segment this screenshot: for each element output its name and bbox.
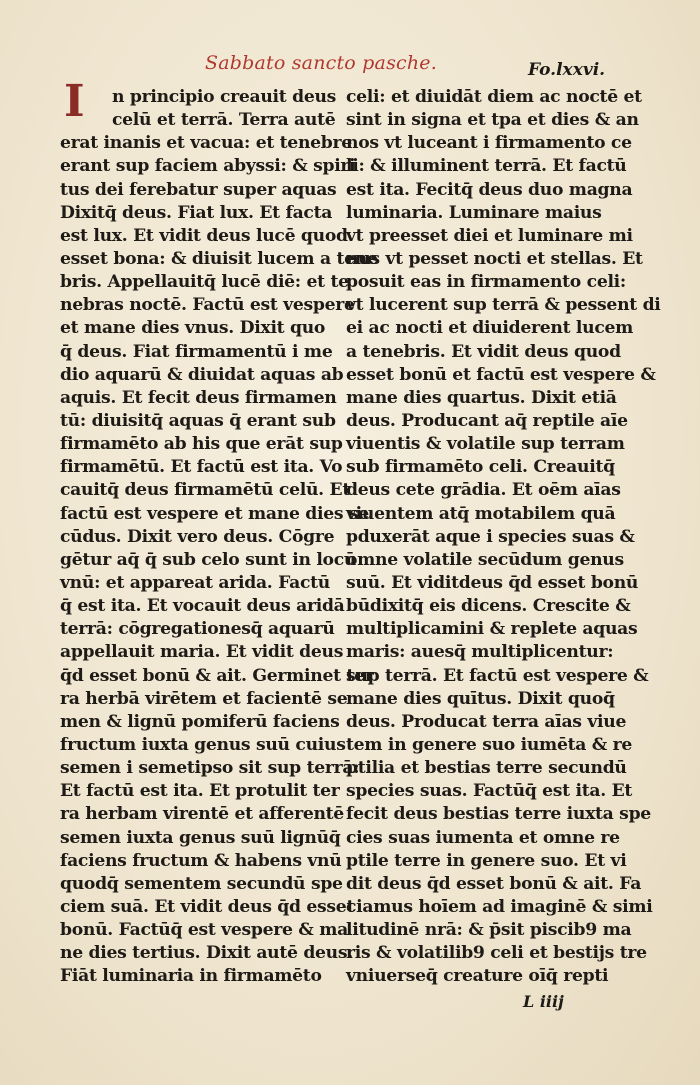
text-line: vnū: et appareat arida. Factū [60, 572, 330, 593]
text-line: tus dei ferebatur super aquas [60, 179, 337, 200]
text-line: ciem suā. Et vidit deus q̄d esset [60, 896, 355, 917]
text-line: n principio creauit deus [112, 87, 337, 107]
text-line: nebras noctē. Factū est vespere [60, 295, 355, 316]
text-line: fecit deus bestias terre iuxta spe [346, 804, 651, 825]
text-line: species suas. Factūq̄ est ita. Et [346, 781, 633, 802]
text-line: bris. Appellauitq̄ lucē diē: et te [60, 272, 349, 293]
text-line: nus vt pesset nocti et stellas. Et [346, 248, 643, 269]
text-line: vt preesset diei et luminare mi [346, 225, 633, 246]
text-line: li: & illuminent terrā. Et factū [346, 156, 627, 177]
text-line: firmamēto ab his que erāt sup [60, 434, 343, 455]
text-line: viuentis & volatile sup terram [346, 434, 625, 455]
text-line: ptile terre in genere suo. Et vi [346, 850, 627, 871]
text-line: ei ac nocti et diuiderent lucem [346, 318, 634, 339]
text-line: omne volatile secūdum genus [346, 549, 624, 570]
text-line: dio aquarū & diuidat aquas ab [60, 364, 344, 385]
text-line: ne dies tertius. Dixit autē deus. [60, 943, 353, 964]
text-line: deus. Producant aq̄ reptile aīe [346, 410, 628, 431]
text-line: ra herbam virentē et afferentē [60, 804, 344, 825]
text-line: cies suas iumenta et omne re [346, 827, 620, 848]
text-line: quodq̄ sementem secundū spe [60, 873, 343, 894]
text-line: gētur aq̄ q̄ sub celo sunt in locū [60, 549, 357, 570]
text-line: celi: et diuidāt diem ac noctē et [346, 87, 642, 107]
text-line: factū est vespere et mane dies se [60, 503, 369, 524]
text-line: q̄ est ita. Et vocauit deus aridā [60, 596, 345, 617]
text-line: tem in genere suo iumēta & re [346, 734, 633, 755]
text-line: erant sup faciem abyssi: & spiri [60, 156, 356, 177]
text-line: firmamētū. Et factū est ita. Vo [60, 457, 343, 478]
signature-mark: L iiij [523, 992, 564, 1011]
text-line: est lux. Et vidit deus lucē quod [60, 225, 348, 246]
text-line: dit deus q̄d esset bonū & ait. Fa [346, 873, 642, 894]
text-line: būdixitq̄ eis dicens. Crescite & [346, 596, 631, 617]
text-line: sup terrā. Et factū est vespere & [346, 665, 649, 686]
text-line: cūdus. Dixit vero deus. Cōgre [60, 526, 335, 547]
text-line: aquis. Et fecit deus firmamen [60, 387, 337, 408]
text-line: semen i semetipso sit sup terrā: [60, 758, 360, 779]
text-line: esset bona: & diuisit lucem a tene [60, 248, 378, 269]
text-line: est ita. Fecitq̄ deus duo magna [346, 179, 633, 200]
text-line: litudinē nrā: & p̄sit piscib9 ma [346, 920, 632, 941]
text-line: faciens fructum & habens vnū [60, 850, 342, 871]
text-line: ris & volatilib9 celi et bestijs tre [346, 943, 647, 964]
text-line: deus cete grādia. Et oēm aīas [346, 480, 621, 501]
text-line: ra herbā virētem et facientē se [60, 688, 348, 709]
text-line: terrā: cōgregationesq̄ aquarū [60, 619, 335, 640]
text-line: ptilia et bestias terre secundū [346, 758, 627, 779]
left-text-column [60, 86, 378, 988]
text-line: mane dies quartus. Dixit etiā [346, 387, 617, 408]
text-line: sint in signa et tpa et dies & an [346, 110, 639, 131]
text-line: q̄d esset bonū & ait. Germinet ter [60, 665, 374, 686]
text-line: tū: diuisitq̄ aquas q̄ erant sub [60, 410, 336, 431]
text-line: suū. Et viditdeus q̄d esset bonū [346, 572, 639, 593]
text-line: a tenebris. Et vidit deus quod [346, 341, 621, 362]
text-line: luminaria. Luminare maius [346, 202, 602, 223]
text-line: celū et terrā. Terra autē [112, 110, 336, 131]
text-line: maris: auesq̄ multiplicentur: [346, 642, 614, 663]
text-line: fructum iuxta genus suū cuius [60, 734, 346, 755]
text-line: appellauit maria. Et vidit deus [60, 642, 344, 663]
running-head: Sabbato sancto pasche. [205, 52, 437, 74]
text-line: nos vt luceant i firmamento ce [346, 133, 632, 154]
right-text-column [346, 86, 661, 988]
text-line: pduxerāt aque i species suas & [346, 526, 635, 547]
text-line: ciamus hoīem ad imaginē & simi [346, 896, 653, 917]
text-line: cauitq̄ deus firmamētū celū. Et [60, 480, 350, 501]
text-line: erat inanis et vacua: et tenebre [60, 133, 352, 154]
text-line: mane dies quītus. Dixit quoq̄ [346, 688, 615, 709]
decorated-initial: I [64, 76, 85, 127]
text-line: men & lignū pomiferū faciens [60, 711, 340, 732]
text-line: posuit eas in firmamento celi: [346, 272, 626, 293]
text-line: esset bonū et factū est vespere & [346, 364, 656, 385]
text-line: Dixitq̄ deus. Fiat lux. Et facta [60, 202, 333, 223]
text-line: Et factū est ita. Et protulit ter [60, 781, 340, 802]
text-line: sub firmamēto celi. Creauitq̄ [346, 457, 615, 478]
text-line: et mane dies vnus. Dixit quo [60, 318, 326, 339]
text-line: deus. Producat terra aīas viue [346, 711, 627, 732]
text-line: semen iuxta genus suū lignūq̄ [60, 827, 341, 848]
text-line: q̄ deus. Fiat firmamentū i me [60, 341, 333, 362]
text-line: multiplicamini & replete aquas [346, 619, 638, 640]
text-line: vt lucerent sup terrā & pessent di [346, 295, 661, 316]
text-line: vniuerseq̄ creature oīq̄ repti [346, 966, 609, 987]
folio-number: Fo.lxxvi. [528, 60, 606, 80]
text-line: Fiāt luminaria in firmamēto [60, 966, 322, 987]
text-line: bonū. Factūq̄ est vespere & ma [60, 920, 348, 941]
text-line: viuentem atq̄ motabilem quā [346, 503, 616, 524]
